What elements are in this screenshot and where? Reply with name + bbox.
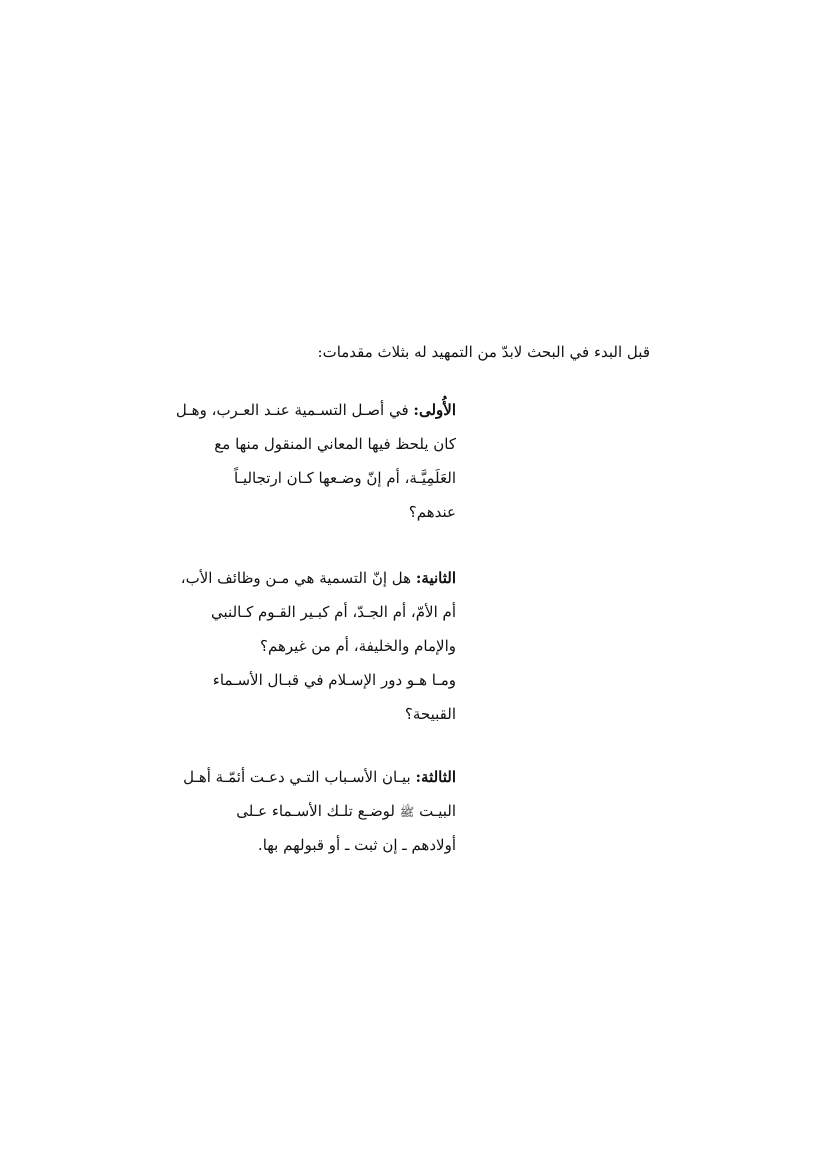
section-line: أولادهم ـ إن ثبت ـ أو قبولهم بها.: [257, 836, 456, 854]
section-first: [146, 393, 456, 529]
section-lead: الأُولى:: [413, 401, 456, 419]
section-line: [146, 561, 456, 595]
honorific-glyph: ﷺ: [399, 805, 415, 819]
section-second: [146, 561, 456, 731]
section-line: عندهم؟: [408, 503, 456, 521]
section-line: والإمام والخليفة، أم من غيرهم؟: [260, 637, 456, 655]
section-line: القبيحة؟: [404, 705, 456, 723]
section-line: [146, 393, 456, 427]
section-text: في أصـل التسـمية عنـد العـرب، وهـل: [175, 401, 409, 419]
section-text: هل إنّ التسمية هي مـن وظائف الأب،: [180, 569, 412, 587]
section-third: [146, 760, 456, 862]
section-line: العَلَمِيَّـة، أم إنّ وضـعها كـان ارتجاليـاً: [233, 469, 456, 487]
intro-paragraph: قبل البدء في البحث لابدّ من التمهيد له بثلاث مقدمات:: [317, 343, 650, 361]
section-lead: الثالثة:: [415, 768, 456, 786]
section-text: لوضـع تلـك الأسـماء عـلى: [236, 802, 396, 820]
section-line: [146, 760, 456, 794]
section-text: بيـان الأسـباب التـي دعـت أئمّـة أهـل: [183, 768, 411, 786]
section-line: أم الأمّ، أم الجـدّ، أم كبـير القـوم كـالنبي: [211, 603, 456, 621]
section-line: ومـا هـو دور الإسـلام في قبـال الأسـماء: [212, 671, 456, 689]
section-line: [146, 794, 456, 828]
section-lead: الثانية:: [415, 569, 456, 587]
section-text: البيـت: [419, 802, 456, 820]
section-line: كان يلحظ فيها المعاني المنقول منها مع: [214, 435, 456, 453]
